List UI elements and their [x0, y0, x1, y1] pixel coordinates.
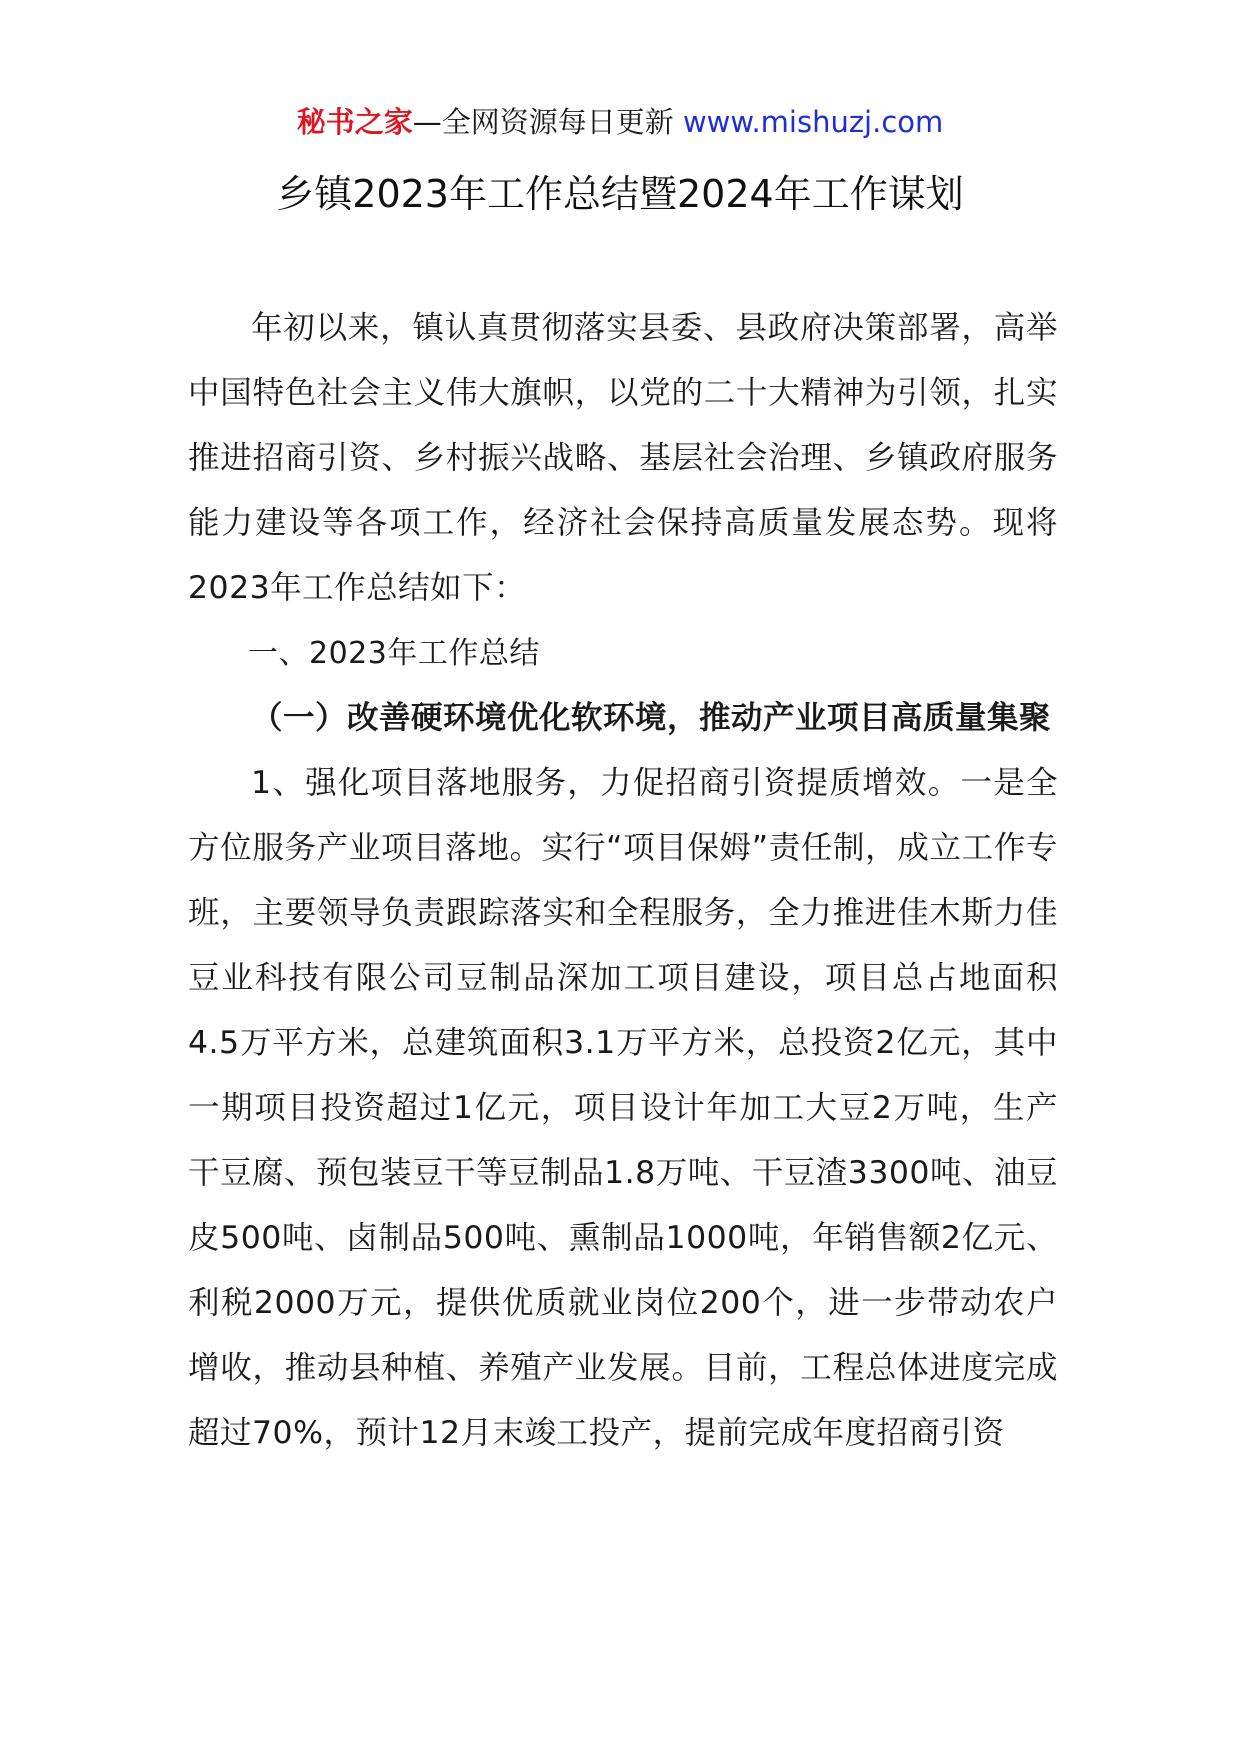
section-heading: 一、2023年工作总结: [248, 636, 540, 671]
subsection-heading: （一）改善硬环境优化软环境，推动产业项目高质量集聚: [251, 700, 1052, 736]
header-slogan: —全网资源每日更新: [412, 105, 683, 139]
brand-name: 秘书之家: [296, 105, 413, 139]
document-title: 乡镇2023年工作总结暨2024年工作谋划: [276, 172, 964, 216]
intro-paragraph: 年初以来，镇认真贯彻落实县委、县政府决策部署，高举中国特色社会主义伟大旗帜，以党的二十大精神为引领，扎实推进招商引资、乡村振兴战略、基层社会治理、乡镇政府服务能力建设等各项工作，经济社会保持高质量发展态势。现将2023年工作总结如下：: [188, 310, 1058, 606]
document-body: [188, 296, 1058, 1466]
body-paragraph: 1、强化项目落地服务，力促招商引资提质增效。一是全方位服务产业项目落地。实行“项目保姆”责任制，成立工作专班，主要领导负责跟踪落实和全程服务，全力推进佳木斯力佳豆业科技有限公司豆制品深加工项目建设，项目总占地面积4.5万平方米，总建筑面积3.1万平方米，总投资2亿元，其中一期项目投资超过1亿元，项目设计年加工大豆2万吨，生产干豆腐、预包装豆干等豆制品1.8万吨、干豆渣3300吨、油豆皮500吨、卤制品500吨、熏制品1000吨，年销售额2亿元、利税2000万元，提供优质就业岗位200个，进一步带动农户增收，推动县种植、养殖产业发展。目前，工程总体进度完成超过70%，预计12月末竣工投产，提前完成年度招商引资: [188, 765, 1058, 1451]
site-url-link[interactable]: www.mishuzj.com: [682, 105, 944, 139]
site-header: [0, 102, 1240, 142]
